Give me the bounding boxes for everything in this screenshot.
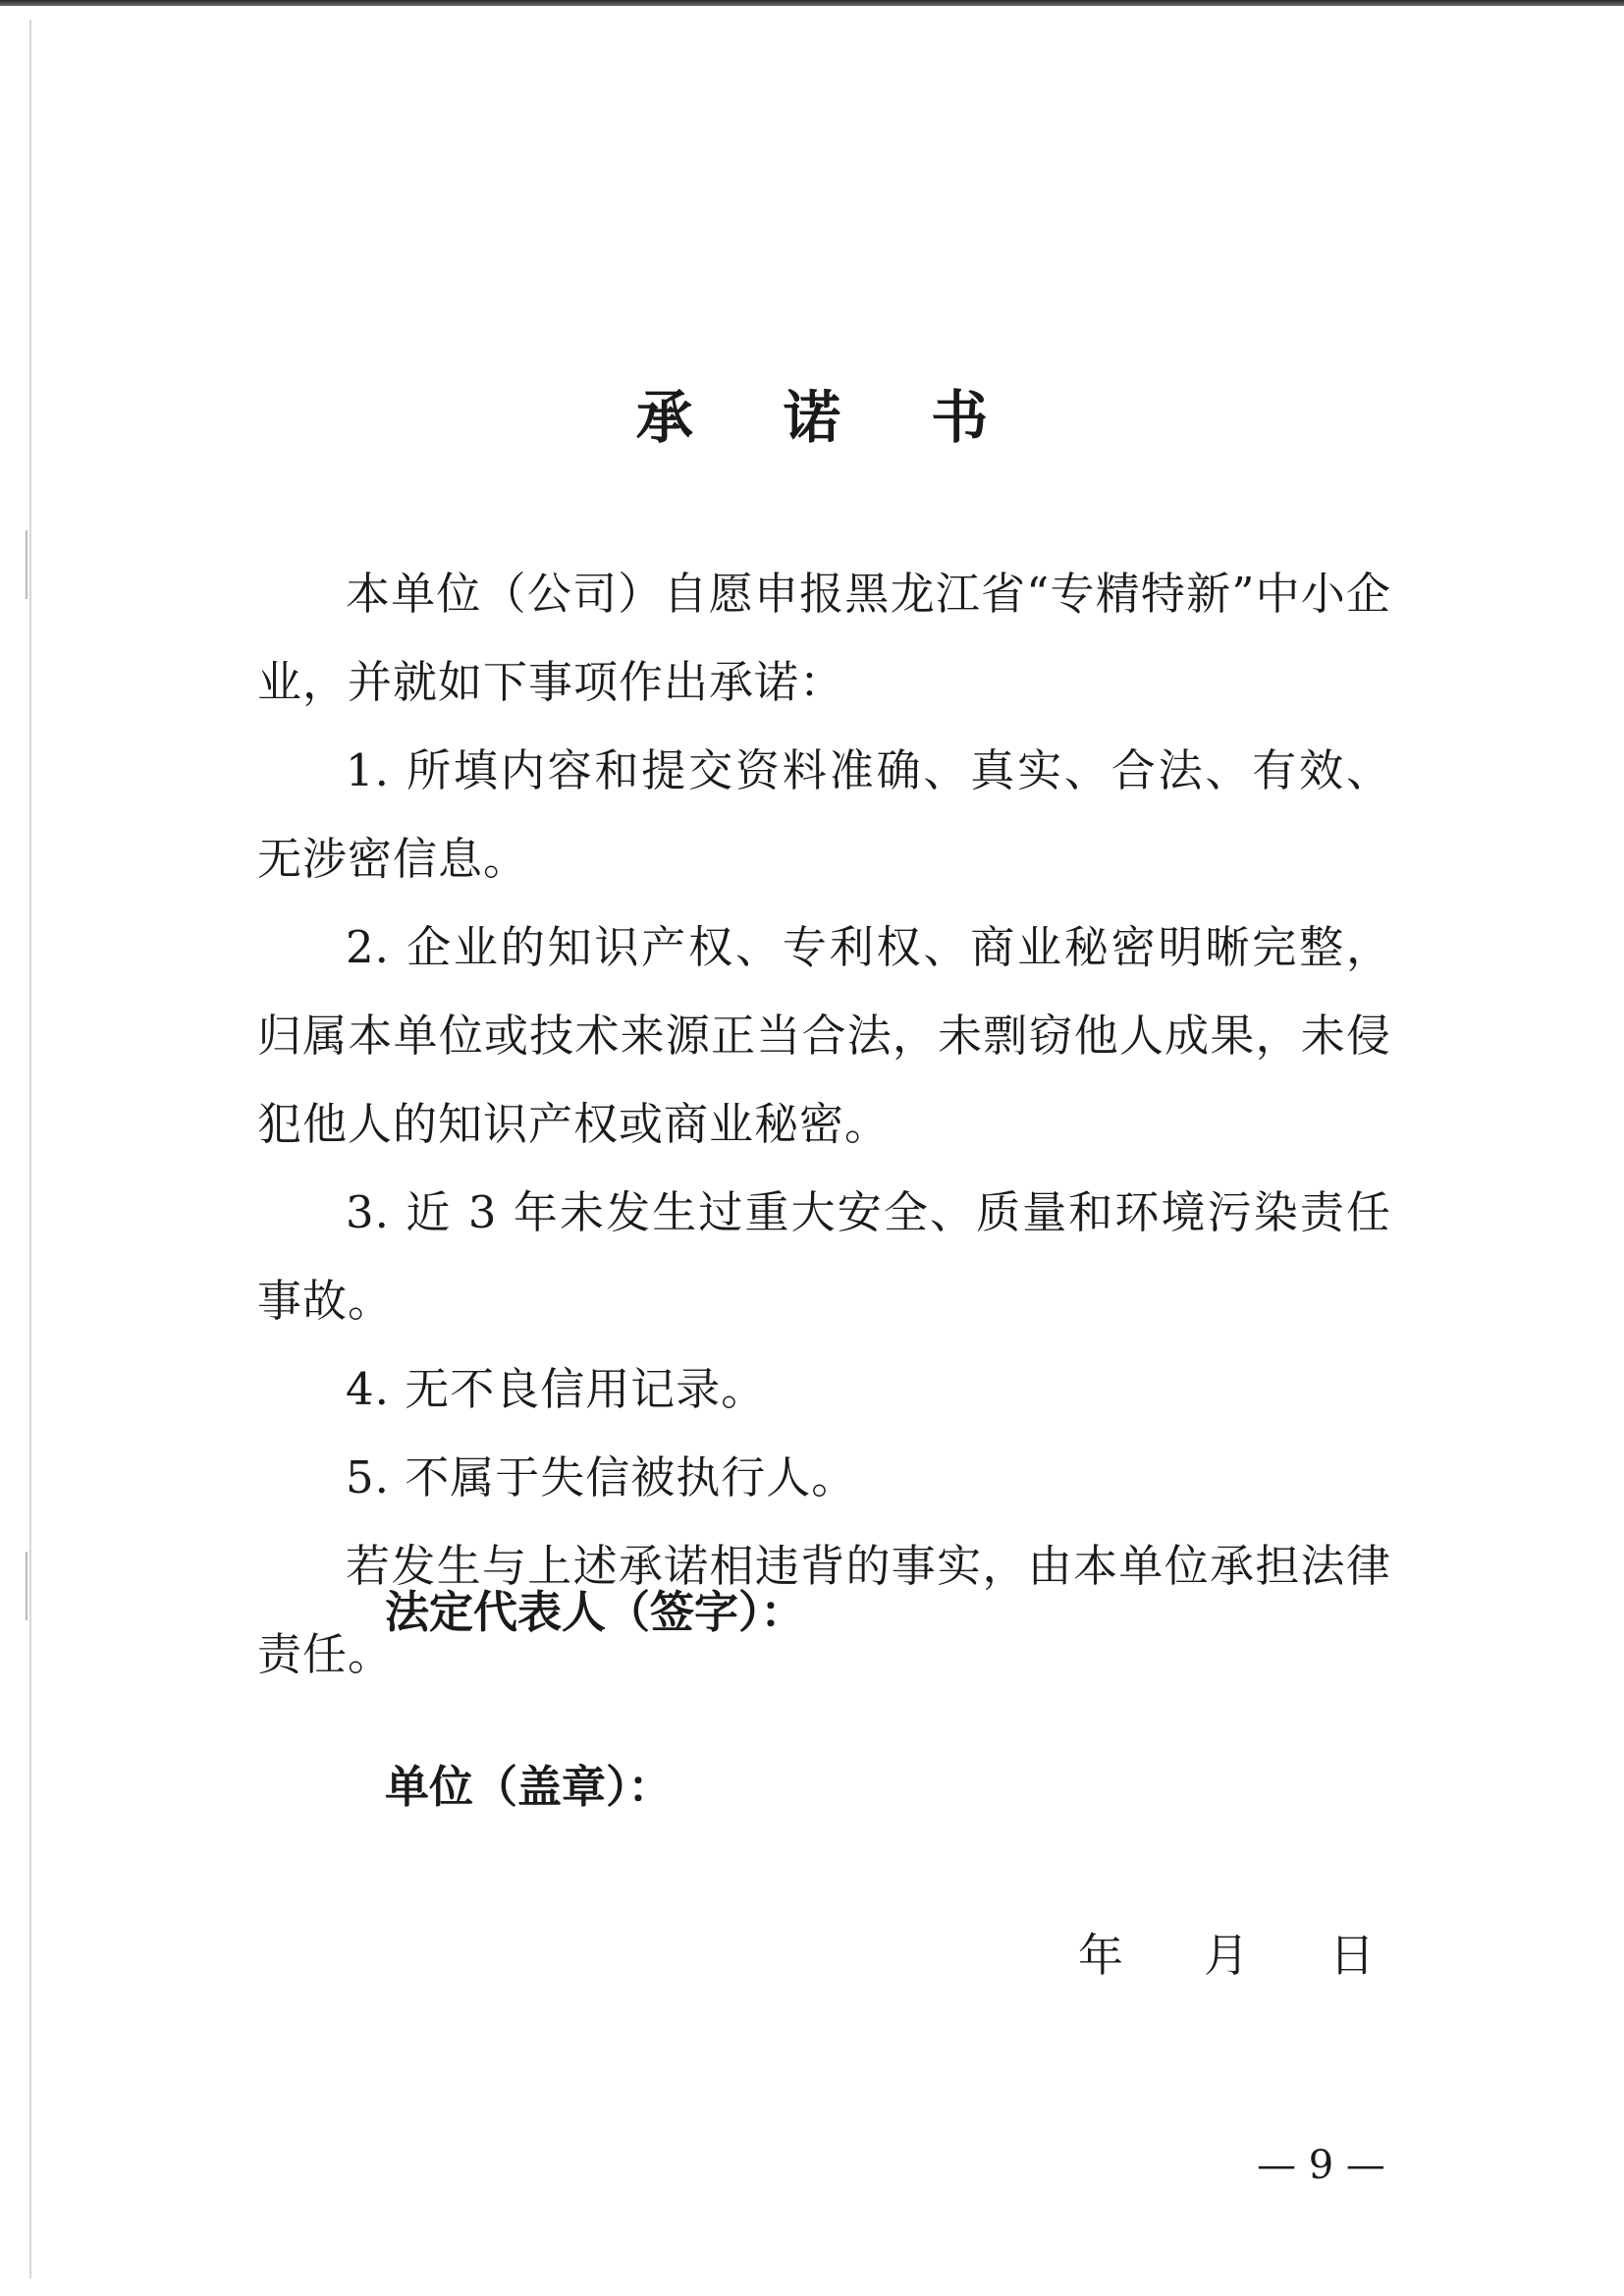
date-line xyxy=(1078,1920,1375,1985)
date-day: 日 xyxy=(1329,1929,1375,1982)
seal-label: 单位（盖章）： xyxy=(385,1761,673,1813)
paragraph-item-2: 2. 企业的知识产权、专利权、商业秘密明晰完整，归属本单位或技术来源正当合法，未剽窃他人成果，未侵犯他人的知识产权或商业秘密。 xyxy=(257,921,1391,1150)
page-number: — 9 — xyxy=(1257,2143,1385,2188)
signature-label: 法定代表人（签字）： xyxy=(385,1586,805,1638)
document-body xyxy=(257,550,1391,1699)
paragraph-item-5: 5. 不属于失信被执行人。 xyxy=(346,1451,857,1503)
date-year: 年 xyxy=(1078,1929,1123,1982)
document-title: 承 诺 书 xyxy=(635,384,1024,451)
date-month: 月 xyxy=(1204,1929,1249,1982)
paragraph-item-4: 4. 无不良信用记录。 xyxy=(346,1363,767,1415)
paragraph-item-3: 3. 近 3 年未发生过重大安全、质量和环境污染责任事故。 xyxy=(257,1186,1391,1327)
paragraph-item-1: 1. 所填内容和提交资料准确、真实、合法、有效、无涉密信息。 xyxy=(257,744,1391,885)
paragraph-intro: 本单位（公司）自愿申报黑龙江省“专精特新”中小企业，并就如下事项作出承诺： xyxy=(257,568,1391,708)
paragraph-closing: 若发生与上述承诺相违背的事实，由本单位承担法律责任。 xyxy=(257,1540,1391,1680)
